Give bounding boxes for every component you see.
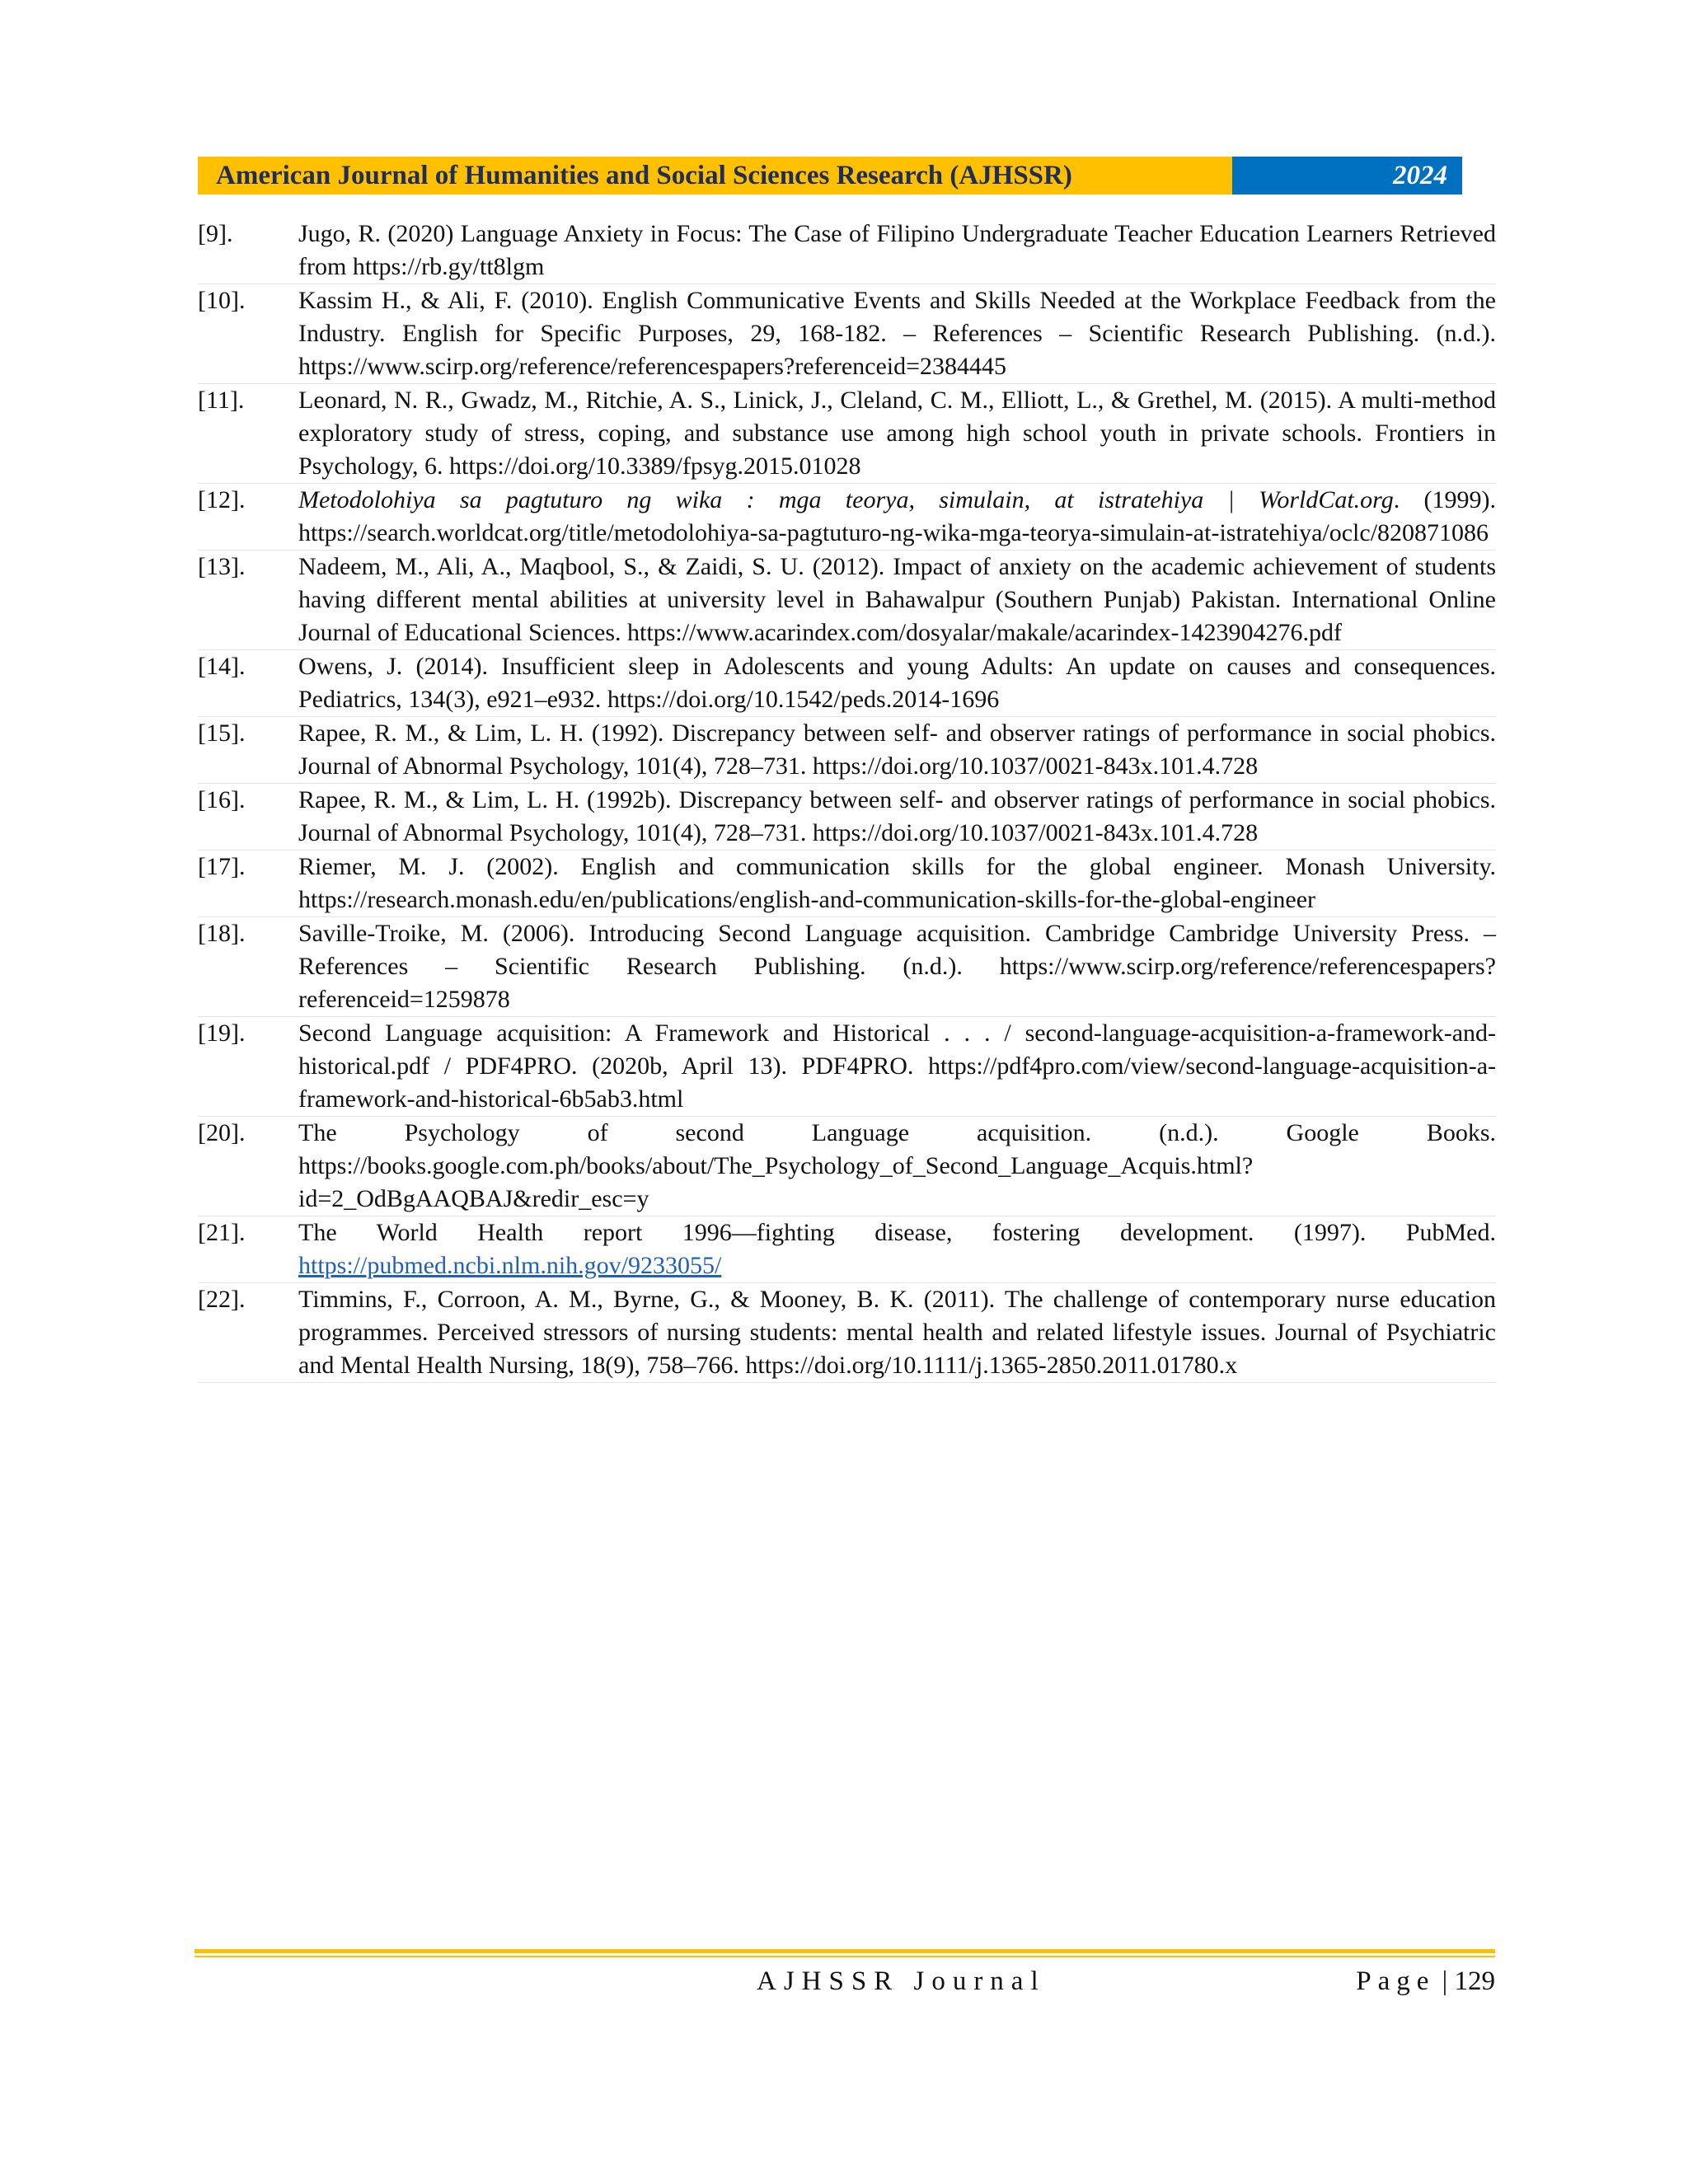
reference-body: Jugo, R. (2020) Language Anxiety in Focus: The Case of Filipino Undergraduate Teacher Education Learners Retrieved from https://rb.gy/tt8lgm	[298, 220, 1496, 280]
reference-text	[298, 650, 1496, 716]
reference-number: [13].	[198, 553, 246, 580]
reference-text	[298, 1117, 1496, 1216]
reference-number: [22].	[198, 1286, 246, 1313]
reference-body: Leonard, N. R., Gwadz, M., Ritchie, A. S., Linick, J., Cleland, C. M., Elliott, L., & Grethel, M. (2015). A multi-method exploratory study of stress, coping, and substance use among high school youth in private schools. Frontiers in Psychology, 6. https://doi.org/10.3389/fpsyg.2015.01028	[298, 387, 1496, 480]
reference-text	[298, 1017, 1496, 1116]
page-separator: |	[1442, 1966, 1448, 1996]
page-number: 129	[1454, 1966, 1495, 1996]
reference-text	[298, 218, 1496, 284]
reference-item	[198, 851, 1496, 917]
reference-body: Riemer, M. J. (2002). English and communication skills for the global engineer. Monash University. https://research.monash.edu/en/publications/english-and-communication-skills-for-the-global-engineer	[298, 853, 1496, 913]
reference-body: Second Language acquisition: A Framework and Historical . . . / second-language-acquisition-a-framework-and-historical.pdf / PDF4PRO. (2020b, April 13). PDF4PRO. https://pdf4pro.com/view/second-language-acquisition-a-framework-and-historical-6b5ab3.html	[298, 1019, 1496, 1113]
reference-body: Timmins, F., Corroon, A. M., Byrne, G., & Mooney, B. K. (2011). The challenge of contemporary nurse education programmes. Perceived stressors of nursing students: mental health and related lifestyle issues. Journal of Psychiatric and Mental Health Nursing, 18(9), 758–766. https://doi.org/10.1111/j.1365-2850.2011.01780.x	[298, 1286, 1496, 1379]
footer-journal-name: AJHSSR Journal	[757, 1966, 1046, 1996]
reference-text	[298, 851, 1496, 916]
reference-body: The Psychology of second Language acquisition. (n.d.). Google Books. https://books.google.com.ph/books/about/The_Psychology_of_Second_Language_Acquis.html?id=2_OdBgAAQBAJ&redir_esc=y	[298, 1119, 1496, 1212]
reference-text	[298, 1216, 1496, 1282]
reference-item	[198, 717, 1496, 784]
reference-body: The World Health report 1996—fighting disease, fostering development. (1997). PubMed.	[298, 1219, 1496, 1246]
reference-text	[298, 284, 1496, 383]
reference-item	[198, 384, 1496, 484]
reference-text	[298, 384, 1496, 483]
reference-item	[198, 917, 1496, 1017]
reference-text	[298, 484, 1496, 550]
reference-body: Rapee, R. M., & Lim, L. H. (1992). Discrepancy between self- and observer ratings of performance in social phobics. Journal of Abnormal Psychology, 101(4), 728–731. https://doi.org/10.1037/0021-843x.101.4.728	[298, 719, 1496, 780]
reference-number: [15].	[198, 719, 246, 747]
reference-number: [20].	[198, 1119, 246, 1146]
reference-number: [16].	[198, 786, 246, 813]
reference-body: Kassim H., & Ali, F. (2010). English Communicative Events and Skills Needed at the Workplace Feedback from the Industry. English for Specific Purposes, 29, 168-182. – References – Scientific Research Publishing. (n.d.). https://www.scirp.org/reference/referencespapers?referenceid=2384445	[298, 287, 1496, 380]
footer-rule-thin	[195, 1956, 1495, 1957]
page-label: Page	[1356, 1966, 1436, 1996]
reference-number: [18].	[198, 920, 246, 947]
reference-text	[298, 917, 1496, 1016]
reference-item	[198, 551, 1496, 650]
reference-link[interactable]: https://pubmed.ncbi.nlm.nih.gov/9233055/	[298, 1252, 722, 1279]
reference-item	[198, 784, 1496, 851]
reference-item	[198, 1216, 1496, 1283]
reference-number: [12].	[198, 486, 246, 513]
reference-item	[198, 484, 1496, 551]
reference-body: Nadeem, M., Ali, A., Maqbool, S., & Zaidi, S. U. (2012). Impact of anxiety on the academic achievement of students having different mental abilities at university level in Bahawalpur (Southern Punjab) Pakistan. International Online Journal of Educational Sciences. https://www.acarindex.com/dosyalar/makale/acarindex-1423904276.pdf	[298, 553, 1496, 646]
reference-text	[298, 551, 1496, 649]
reference-text	[298, 784, 1496, 850]
reference-number: [17].	[198, 853, 246, 880]
reference-number: [21].	[198, 1219, 246, 1246]
reference-item	[198, 1117, 1496, 1216]
reference-text	[298, 1283, 1496, 1382]
reference-body: Rapee, R. M., & Lim, L. H. (1992b). Discrepancy between self- and observer ratings of performance in social phobics. Journal of Abnormal Psychology, 101(4), 728–731. https://doi.org/10.1037/0021-843x.101.4.728	[298, 786, 1496, 846]
reference-number: [10].	[198, 287, 246, 314]
reference-item	[198, 284, 1496, 384]
reference-list	[198, 218, 1496, 1383]
reference-item	[198, 1017, 1496, 1117]
reference-item	[198, 218, 1496, 284]
reference-body: Saville-Troike, M. (2006). Introducing Second Language acquisition. Cambridge Cambridge University Press. – References – Scientific Research Publishing. (n.d.). https://www.scirp.org/reference/referencespapers?referenceid=1259878	[298, 920, 1496, 1013]
reference-number: [9].	[198, 220, 233, 247]
reference-body: Owens, J. (2014). Insufficient sleep in Adolescents and young Adults: An update on causes and consequences. Pediatrics, 134(3), e921–e932. https://doi.org/10.1542/peds.2014-1696	[298, 653, 1496, 713]
journal-year: 2024	[1232, 157, 1462, 194]
journal-header	[198, 157, 1462, 194]
reference-body: . (1999). https://search.worldcat.org/title/metodolohiya-sa-pagtuturo-ng-wika-mga-teorya-simulain-at-istratehiya/oclc/820871086	[298, 486, 1496, 546]
footer-rule	[195, 1949, 1495, 1953]
reference-number: [14].	[198, 653, 246, 680]
reference-text	[298, 717, 1496, 783]
reference-item	[198, 650, 1496, 717]
reference-number: [19].	[198, 1019, 246, 1047]
footer-page-number	[1356, 1963, 1495, 1999]
reference-number: [11].	[198, 387, 245, 414]
reference-item	[198, 1283, 1496, 1383]
journal-title: American Journal of Humanities and Social Sciences Research (AJHSSR)	[198, 157, 1232, 194]
reference-title-italic: Metodolohiya sa pagtuturo ng wika : mga teorya, simulain, at istratehiya | WorldCat.org	[298, 486, 1394, 513]
